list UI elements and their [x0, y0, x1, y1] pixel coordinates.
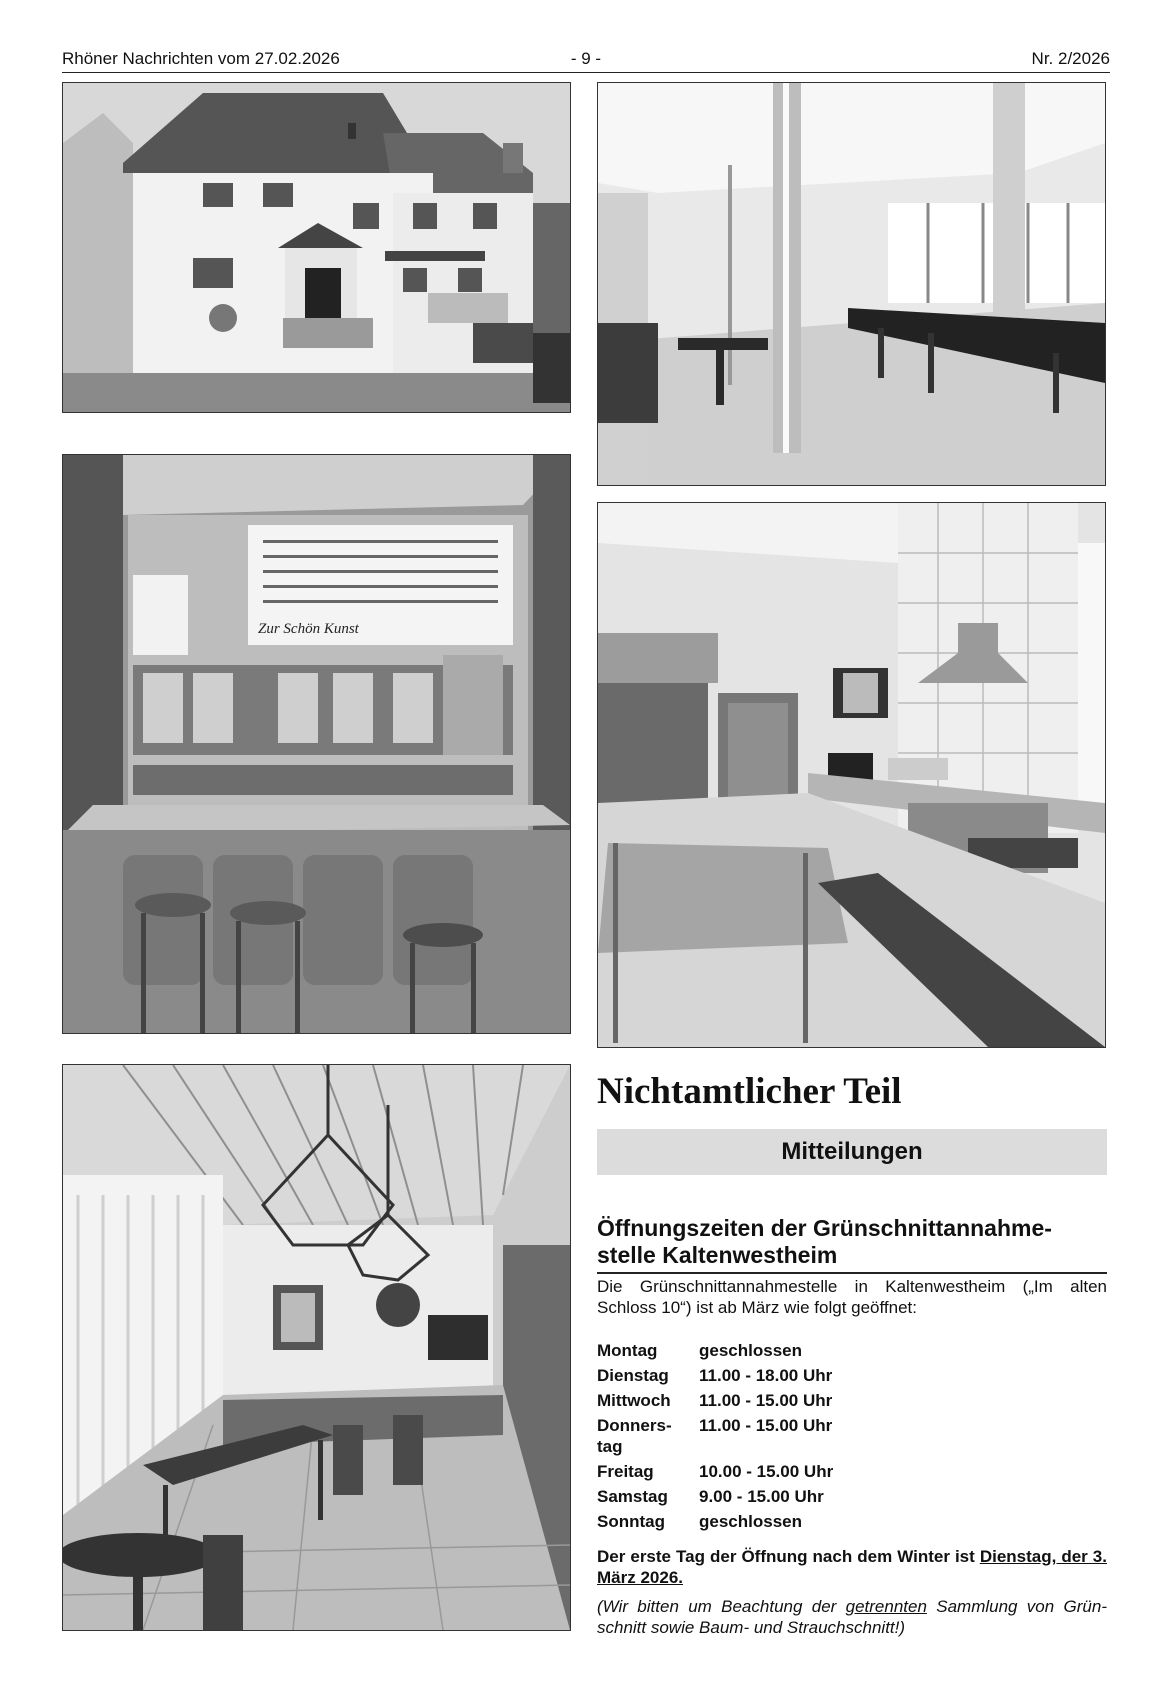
hours-row [597, 1415, 1107, 1457]
hours-day: Mittwoch [597, 1391, 671, 1410]
hours-day: Donners-tag [597, 1416, 672, 1456]
header-publication: Rhöner Nachrichten vom 27.02.2026 [62, 49, 340, 68]
hours-day: Samstag [597, 1487, 668, 1506]
hours-row [597, 1486, 1107, 1507]
header-issue-number: Nr. 2/2026 [1031, 49, 1110, 68]
photo-dining-hall [597, 82, 1106, 486]
hours-time: 11.00 - 18.00 Uhr [699, 1366, 833, 1385]
hours-time: 11.00 - 15.00 Uhr [699, 1416, 833, 1435]
hours-row [597, 1365, 1107, 1386]
hours-row [597, 1390, 1107, 1411]
note-text-start: (Wir bitten um Beachtung der [597, 1597, 846, 1616]
notice-date: Dienstag, der 3. März 2026. [597, 1547, 1107, 1587]
note-text-end: Sammlung von Grün-schnitt sowie Baum- und Strauchschnitt!) [597, 1597, 1107, 1637]
hours-day: Montag [597, 1341, 658, 1360]
hours-day: Freitag [597, 1462, 654, 1481]
separation-note [597, 1596, 1107, 1638]
photo-guest-room [62, 1064, 571, 1631]
section-title: Nichtamtlicher Teil [597, 1071, 902, 1112]
hours-day: Dienstag [597, 1366, 669, 1385]
bar-board-caption: Zur Schön Kunst [258, 621, 359, 637]
hours-time: geschlossen [699, 1341, 802, 1360]
opening-hours-table [597, 1340, 1107, 1536]
note-emphasis: getrennten [845, 1597, 927, 1616]
hours-time: 9.00 - 15.00 Uhr [699, 1487, 824, 1506]
photo-bar-counter [62, 454, 571, 1034]
header-page-number: - 9 - [570, 49, 602, 68]
article-intro: Die Grünschnittannahmestelle in Kaltenwestheim („Im alten Schloss 10“) ist ab März wie folgt geöffnet: [597, 1277, 1107, 1317]
article-title: Öffnungszeiten der Grünschnittannahme-stelle Kaltenwestheim [597, 1215, 1107, 1274]
hours-time: geschlossen [699, 1512, 802, 1531]
rubric-heading: Mitteilungen [597, 1129, 1107, 1175]
hours-row [597, 1461, 1107, 1482]
photo-kitchen [597, 502, 1106, 1048]
reopening-notice [597, 1546, 1107, 1588]
hours-day: Sonntag [597, 1512, 665, 1531]
hours-time: 11.00 - 15.00 Uhr [699, 1391, 833, 1410]
hours-row [597, 1511, 1107, 1532]
hours-row [597, 1340, 1107, 1361]
page-header [62, 48, 1110, 73]
hours-time: 10.00 - 15.00 Uhr [699, 1462, 834, 1481]
photo-inn-exterior [62, 82, 571, 413]
notice-text: Der erste Tag der Öffnung nach dem Winter ist [597, 1547, 980, 1566]
